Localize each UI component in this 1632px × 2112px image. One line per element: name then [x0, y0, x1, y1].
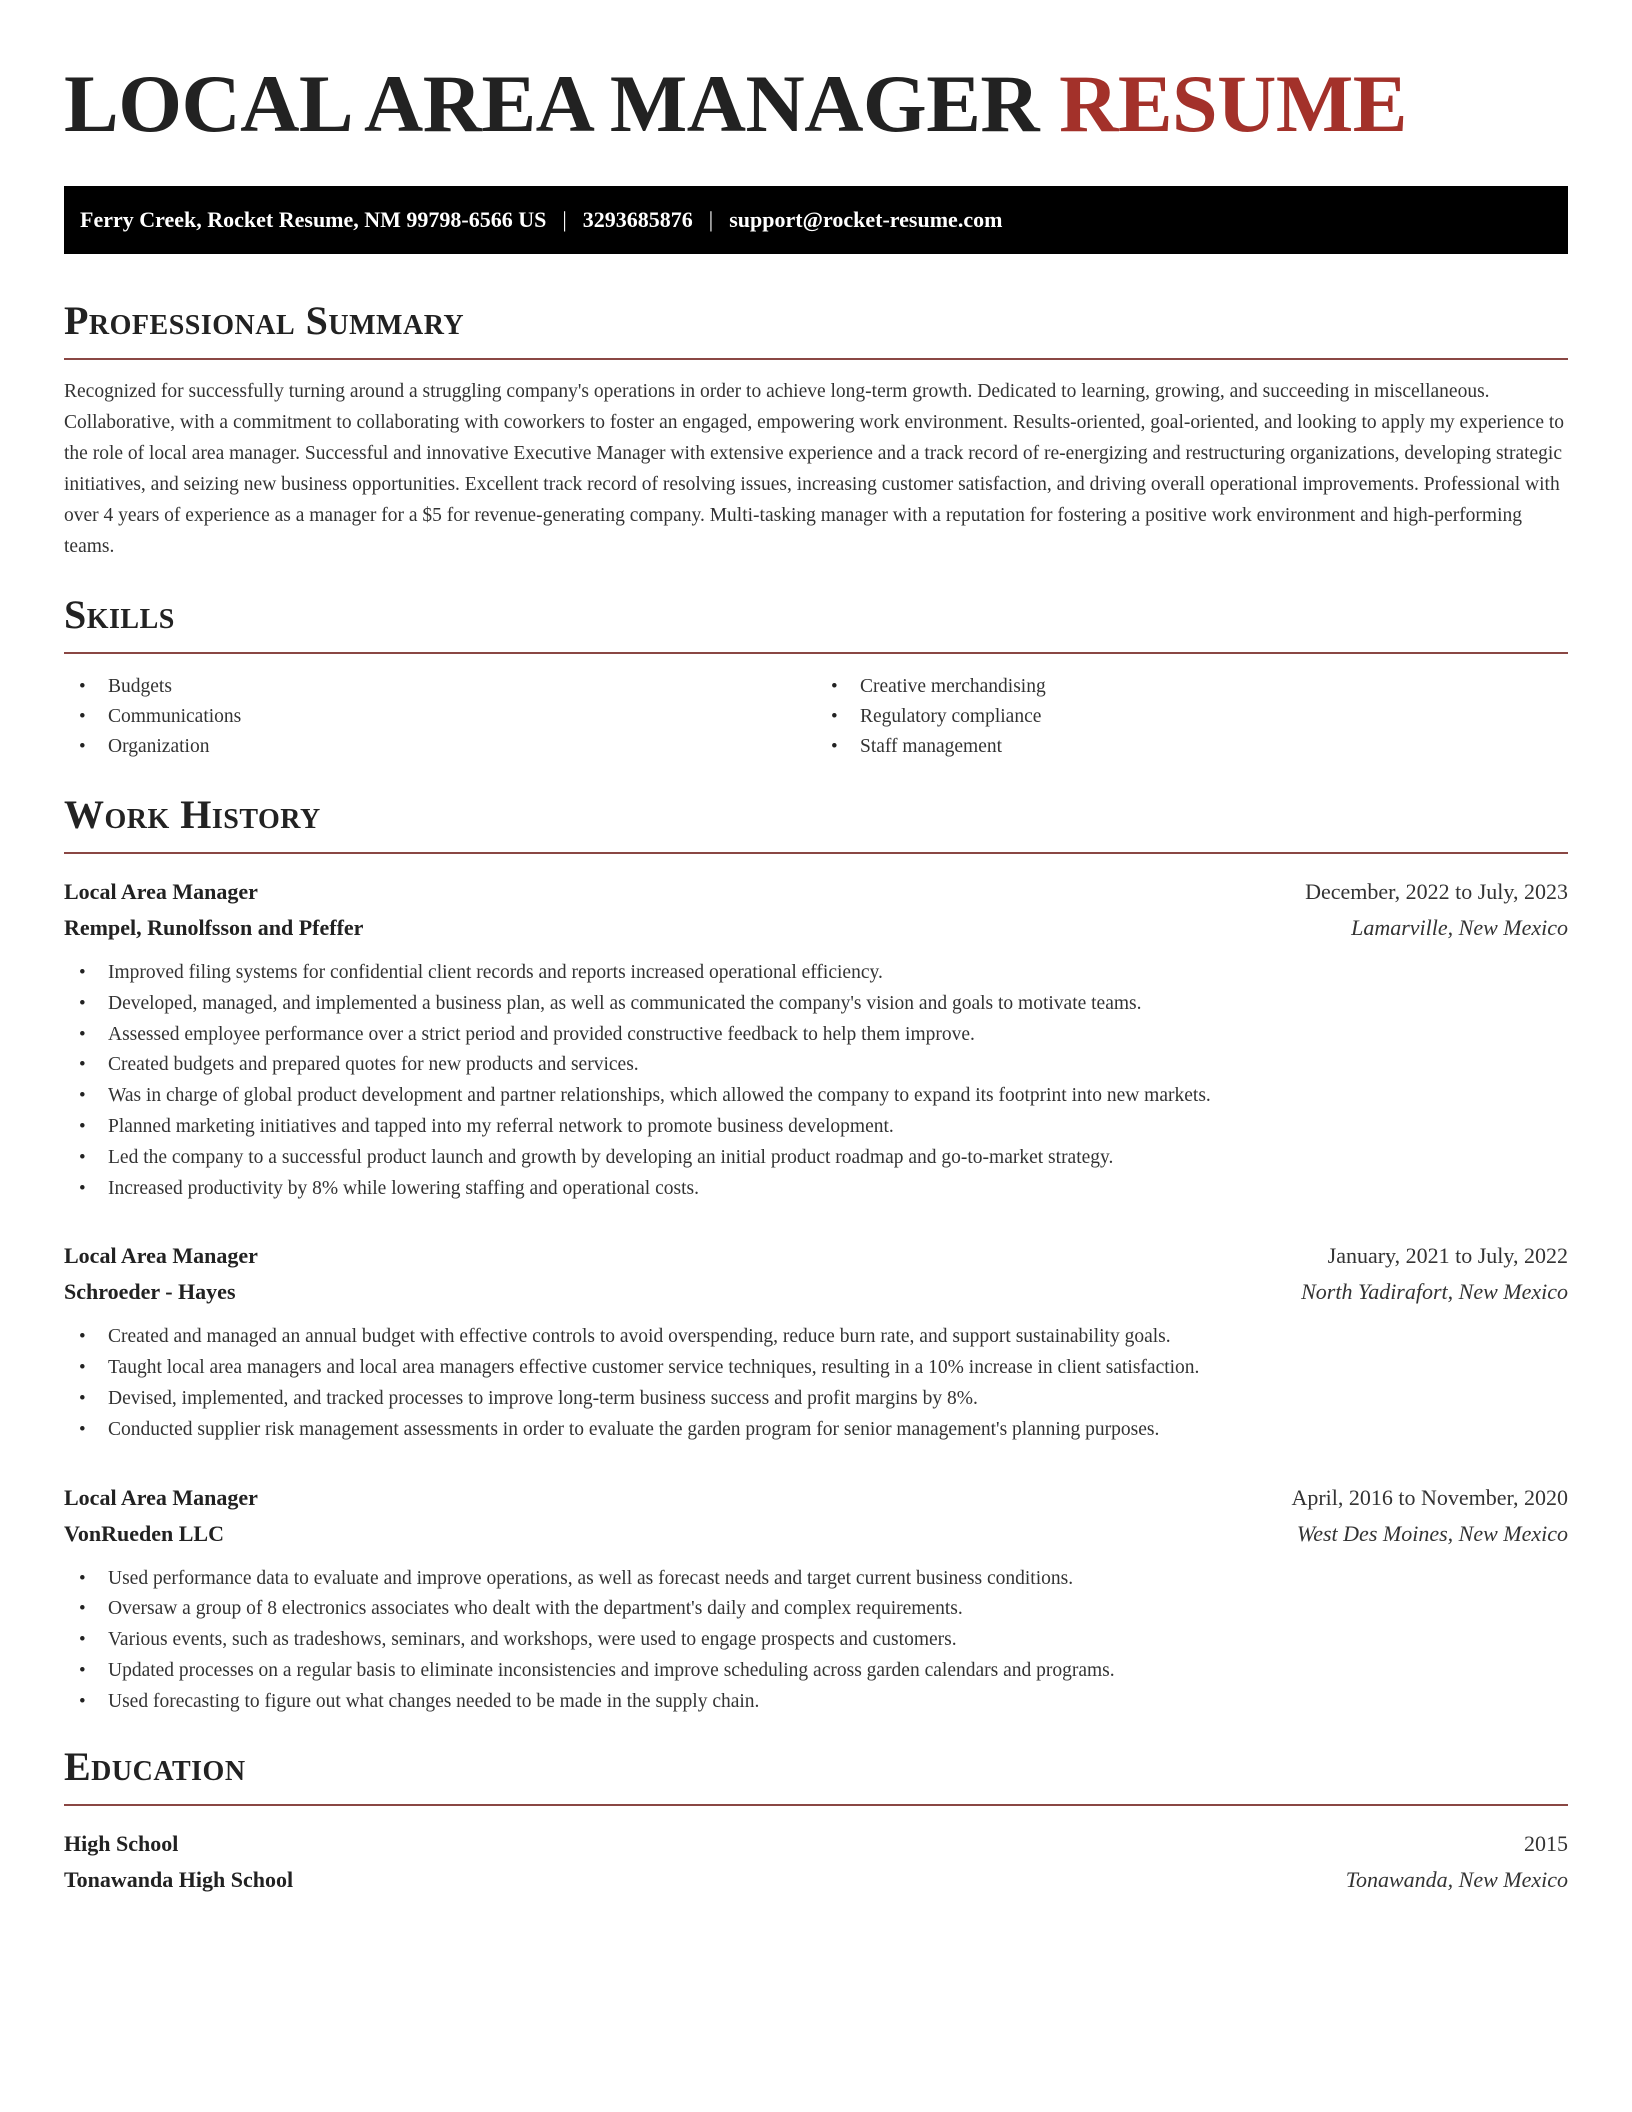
job-bullet: • Conducted supplier risk management assessments in order to evaluate the garden program for senior management's planning purposes.: [64, 1415, 1568, 1446]
job-bullet: • Used performance data to evaluate and improve operations, as well as forecast needs and target current business conditions.: [64, 1564, 1568, 1595]
skills-column-right: [816, 672, 1568, 762]
job-bullet: • Oversaw a group of 8 electronics associates who dealt with the department's daily and complex requirements.: [64, 1594, 1568, 1625]
job-bullet: • Developed, managed, and implemented a business plan, as well as communicated the company's vision and goals to motivate teams.: [64, 989, 1568, 1020]
work-history-section: [64, 792, 1568, 1718]
skills-column-left: [64, 672, 816, 762]
job-bullet: • Various events, such as tradeshows, seminars, and workshops, were used to engage prospects and customers.: [64, 1625, 1568, 1656]
job-bullet: • Devised, implemented, and tracked processes to improve long-term business success and profit margins by 8%.: [64, 1384, 1568, 1415]
job-bullet: • Created and managed an annual budget with effective controls to avoid overspending, reduce burn rate, and support sustainability goals.: [64, 1322, 1568, 1353]
section-divider: [64, 652, 1568, 654]
job-company-row: [64, 1274, 1568, 1310]
job-bullet: • Updated processes on a regular basis to eliminate inconsistencies and improve scheduling across garden calendars and programs.: [64, 1656, 1568, 1687]
skills-list: [64, 672, 1568, 762]
job-bullet: • Improved filing systems for confidential client records and reports increased operational efficiency.: [64, 958, 1568, 989]
job-entry: [64, 874, 1568, 1204]
job-bullet: • Increased productivity by 8% while lowering staffing and operational costs.: [64, 1174, 1568, 1205]
job-bullet: • Planned marketing initiatives and tapped into my referral network to promote business development.: [64, 1112, 1568, 1143]
job-header-row: [64, 1480, 1568, 1516]
job-company: VonRueden LLC: [64, 1520, 224, 1546]
job-dates: January, 2021 to July, 2022: [1327, 1243, 1568, 1269]
summary-section: [64, 298, 1568, 562]
contact-bar: [64, 186, 1568, 254]
job-location: Lamarville, New Mexico: [1351, 915, 1568, 940]
job-company-row: [64, 910, 1568, 946]
job-header-row: [64, 874, 1568, 910]
skills-heading: Skills: [64, 592, 175, 637]
job-location: North Yadirafort, New Mexico: [1301, 1279, 1568, 1305]
contact-address: Ferry Creek, Rocket Resume, NM 99798-6566 US: [80, 207, 547, 232]
contact-email: support@rocket-resume.com: [729, 207, 1003, 232]
job-bullet: • Was in charge of global product development and partner relationships, which allowed the company to expand its footprint into new markets.: [64, 1081, 1568, 1112]
skill-item: • Budgets: [64, 672, 816, 702]
job-company: Rempel, Runolfsson and Pfeffer: [64, 915, 364, 940]
title-main: LOCAL AREA MANAGER: [64, 58, 1040, 149]
section-divider: [64, 1804, 1568, 1806]
title-accent: RESUME: [1059, 58, 1407, 149]
job-bullet: • Led the company to a successful product launch and growth by developing an initial product roadmap and go-to-market strategy.: [64, 1143, 1568, 1174]
job-bullet: • Taught local area managers and local area managers effective customer service techniques, resulting in a 10% increase in client satisfaction.: [64, 1353, 1568, 1384]
skill-item: • Creative merchandising: [816, 672, 1568, 702]
job-entry: [64, 1238, 1568, 1445]
job-company: Schroeder - Hayes: [64, 1279, 236, 1305]
job-company-row: [64, 1516, 1568, 1552]
job-title: Local Area Manager: [64, 1243, 258, 1269]
contact-separator: |: [708, 207, 714, 232]
job-title: Local Area Manager: [64, 879, 258, 904]
education-section: [64, 1744, 1568, 1898]
education-entry: [64, 1826, 1568, 1898]
job-bullet: • Assessed employee performance over a strict period and provided constructive feedback to help them improve.: [64, 1020, 1568, 1051]
education-location: Tonawanda, New Mexico: [1345, 1866, 1568, 1892]
skills-section: [64, 592, 1568, 762]
education-year: 2015: [1524, 1830, 1568, 1856]
job-location: West Des Moines, New Mexico: [1296, 1520, 1568, 1546]
education-heading: Education: [64, 1743, 246, 1789]
job-bullets: [64, 958, 1568, 1204]
skill-item: • Staff management: [816, 732, 1568, 762]
contact-phone: 3293685876: [582, 207, 693, 232]
skill-item: • Communications: [64, 702, 816, 732]
skill-item: • Organization: [64, 732, 816, 762]
work-history-heading: Work History: [64, 792, 321, 837]
education-degree: High School: [64, 1830, 179, 1856]
skill-item: • Regulatory compliance: [816, 702, 1568, 732]
job-dates: April, 2016 to November, 2020: [1291, 1484, 1568, 1510]
summary-heading: Professional Summary: [64, 298, 465, 343]
education-header-row: [64, 1826, 1568, 1862]
job-bullet: • Used forecasting to figure out what changes needed to be made in the supply chain.: [64, 1687, 1568, 1718]
summary-text: Recognized for successfully turning around a struggling company's operations in order to achieve long-term growth. Dedicated to learning, growing, and succeeding in miscellaneous. Collaborative, with a commitment to collaborating with coworkers to foster an engaged, empowering work environment. Results-oriented, goal-oriented, and looking to apply my experience to the role of local area manager. Successful and innovative Executive Manager with extensive experience and a track record of re-energizing and restructuring organizations, developing strategic initiatives, and seizing new business opportunities. Excellent track record of resolving issues, increasing customer satisfaction, and driving overall operational improvements. Professional with over 4 years of experience as a manager for a $5 for revenue-generating company. Multi-tasking manager with a reputation for fostering a positive work environment and high-performing teams.: [64, 381, 1565, 557]
contact-separator: |: [562, 207, 567, 232]
education-school-row: [64, 1862, 1568, 1898]
job-bullet: • Created budgets and prepared quotes for new products and services.: [64, 1050, 1568, 1081]
job-bullets: [64, 1322, 1568, 1445]
job-dates: December, 2022 to July, 2023: [1305, 879, 1568, 904]
section-divider: [64, 358, 1568, 360]
education-school: Tonawanda High School: [64, 1866, 294, 1892]
job-header-row: [64, 1238, 1568, 1274]
section-divider: [64, 852, 1568, 854]
job-entry: [64, 1480, 1568, 1718]
resume-title: [64, 56, 1568, 152]
job-title: Local Area Manager: [64, 1484, 258, 1510]
job-bullets: [64, 1564, 1568, 1718]
